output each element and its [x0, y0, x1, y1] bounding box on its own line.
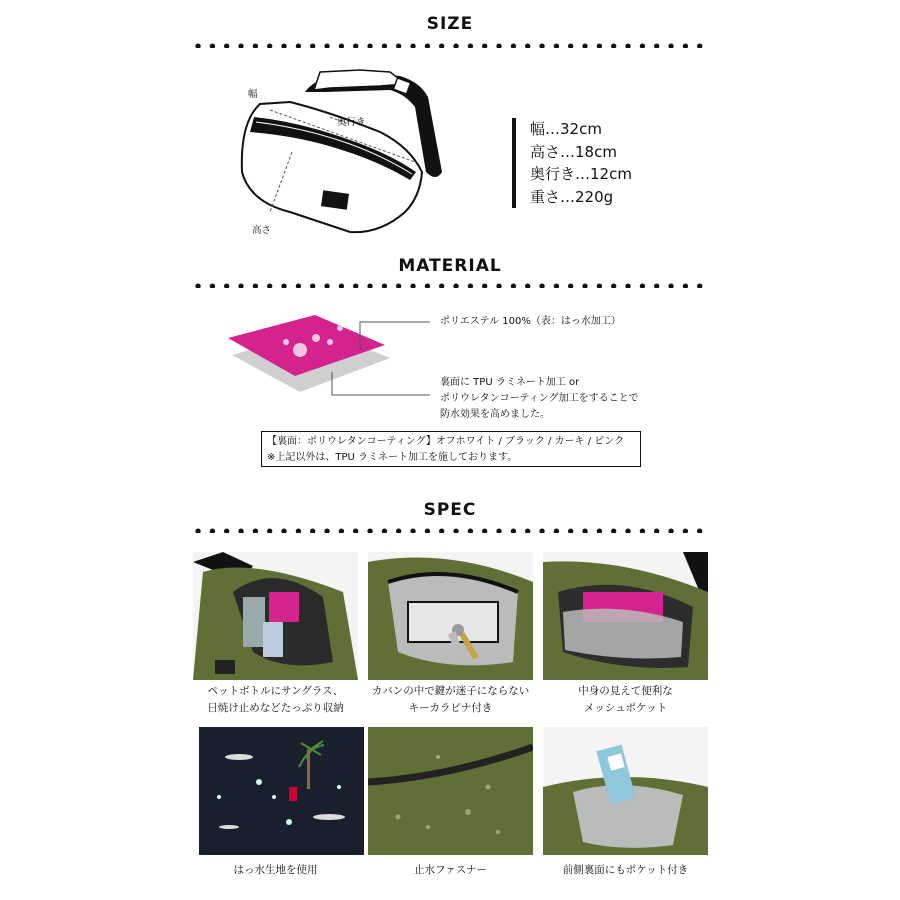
caption-1: ペットボトルにサングラス、 日焼け止めなどたっぷり収納	[207, 685, 344, 714]
width-label: 幅	[248, 89, 258, 100]
dotted-divider	[195, 40, 710, 48]
bag-size-diagram	[230, 62, 470, 247]
photo-water-repellent-fabric	[199, 727, 364, 855]
material-title: MATERIAL	[398, 256, 502, 276]
dotted-divider	[195, 280, 710, 288]
caption-4: はっ水生地を使用	[233, 864, 318, 876]
size-spec-list	[512, 118, 632, 208]
size-title: SIZE	[426, 14, 474, 34]
spec-title: SPEC	[423, 500, 477, 520]
photo-back-pocket	[543, 727, 708, 855]
photo-main-compartment	[193, 552, 358, 680]
caption-5: 止水ファスナー	[413, 864, 488, 876]
dotted-divider	[195, 525, 710, 533]
depth-label: 奥行き	[337, 117, 366, 128]
material-note-box: 【裏面：ポリウレタンコーティング】オフホワイト / ブラック / カーキ / ピンク ※上記以外は、TPU ラミネート加工を施しております。	[261, 431, 641, 467]
inner-material-text: 裏面に TPU ラミネート加工 or ポリウレタンコーティング加工をすることで 防水効果を高めました。	[440, 377, 639, 420]
caption-2: カバンの中で鍵が迷子にならない キーカラビナ付き	[371, 685, 530, 714]
photo-key-carabiner	[368, 552, 533, 680]
caption-6: 前側裏面にもポケット付き	[562, 864, 689, 876]
caption-3: 中身の見えて便利な メッシュポケット	[578, 685, 673, 714]
spec-weight: 重さ…220g	[530, 187, 614, 206]
spec-width: 幅…32cm	[530, 120, 602, 138]
spec-height: 高さ…18cm	[530, 142, 617, 161]
spec-depth: 奥行き…12cm	[530, 165, 632, 183]
photo-mesh-pocket	[543, 552, 708, 680]
outer-material-text: ポリエステル 100%（表：はっ水加工）	[440, 316, 621, 327]
height-label: 高さ	[252, 225, 272, 236]
photo-waterproof-zipper	[368, 727, 533, 855]
